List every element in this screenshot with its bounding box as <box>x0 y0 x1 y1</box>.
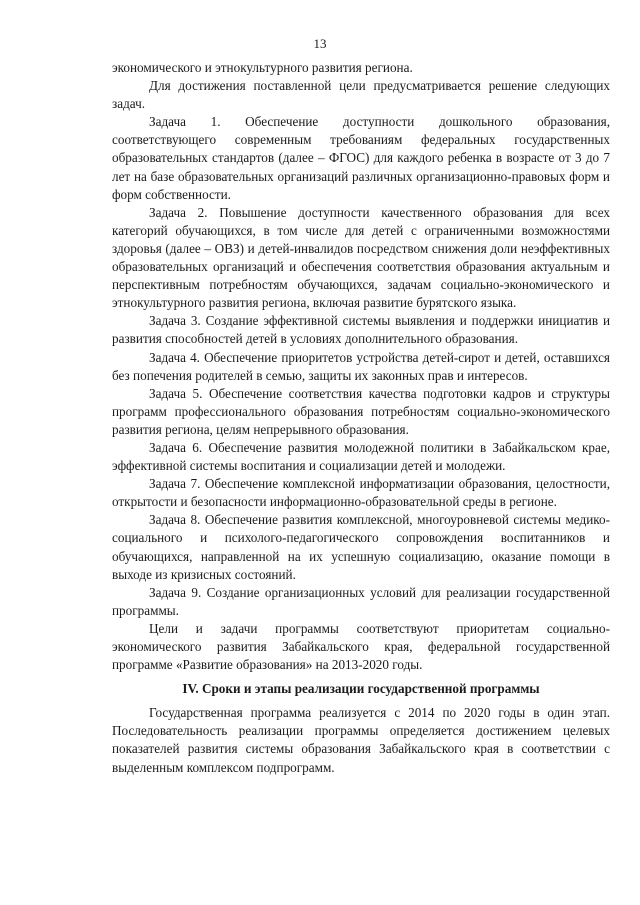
paragraph-conclusion: Цели и задачи программы соответствуют приоритетам социально-экономического развития Забайкальского края, федеральной государственной программе «Развитие образования» на 2013-2020 годы. <box>112 620 610 673</box>
paragraph-task-4: Задача 4. Обеспечение приоритетов устройства детей-сирот и детей, оставшихся без попечения родителей в семью, защиты их законных прав и интересов. <box>112 349 610 383</box>
paragraph-task-5: Задача 5. Обеспечение соответствия качества подготовки кадров и структуры программ профессионального образования потребностям социально-экономического развития региона, целям непрерывного образования. <box>112 385 610 437</box>
paragraph-task-7: Задача 7. Обеспечение комплексной информатизации образования, целостности, открытости и безопасности информационно-образовательной среды в регионе. <box>112 476 610 510</box>
paragraph-task-8: Задача 8. Обеспечение развития комплексной, многоуровневой системы медико-социального и психолого-педагогического сопровождения воспитанников и обучающихся, направленной на их успешную социализацию, оказание помощи в выходе из кризисных состояний. <box>112 512 610 582</box>
paragraph-continuation: экономического и этнокультурного развития региона. <box>112 60 413 75</box>
page-number: 13 <box>313 36 327 51</box>
paragraph-task-3: Задача 3. Создание эффективной системы выявления и поддержки инициатив и развития способностей детей в условиях дополнительного образования. <box>112 313 610 347</box>
paragraph-task-2: Задача 2. Повышение доступности качественного образования для всех категорий обучающихся, в том числе для детей с ограниченными возможностями здоровья (далее – ОВЗ) и детей-инвалидов посредством снижения доли неэффективных образовательных организаций и обеспечения соответствия образования актуальным и перспективным потребностям обучающихся, задачам социально-экономического и этнокультурного развития региона, включая развитие бурятского языка. <box>112 204 610 311</box>
paragraph-task-6: Задача 6. Обеспечение развития молодежной политики в Забайкальском крае, эффективной системы воспитания и социализации детей и молодежи. <box>112 439 610 474</box>
section-heading: IV. Сроки и этапы реализации государственной программы <box>182 681 540 697</box>
section-body: Государственная программа реализуется с 2014 по 2020 годы в один этап. Последовательность реализации программы определяется достижением целевых показателей развития системы образования Забайкальского края в соответствии с выделенным комплексом подпрограмм. <box>112 705 610 775</box>
paragraph-task-1: Задача 1. Обеспечение доступности дошкольного образования, соответствующего современным требованиям федеральных государственных образовательных стандартов (далее – ФГОС) для каждого ребенка в возрасте от 3 до 7 лет на базе образовательных организаций различных организационно-правовых форм и форм собственности. <box>112 114 610 202</box>
paragraph-intro: Для достижения поставленной цели предусматривается решение следующих задач. <box>112 78 610 112</box>
paragraph-task-9: Задача 9. Создание организационных условий для реализации государственной программы. <box>112 584 610 618</box>
document-body <box>112 59 610 777</box>
